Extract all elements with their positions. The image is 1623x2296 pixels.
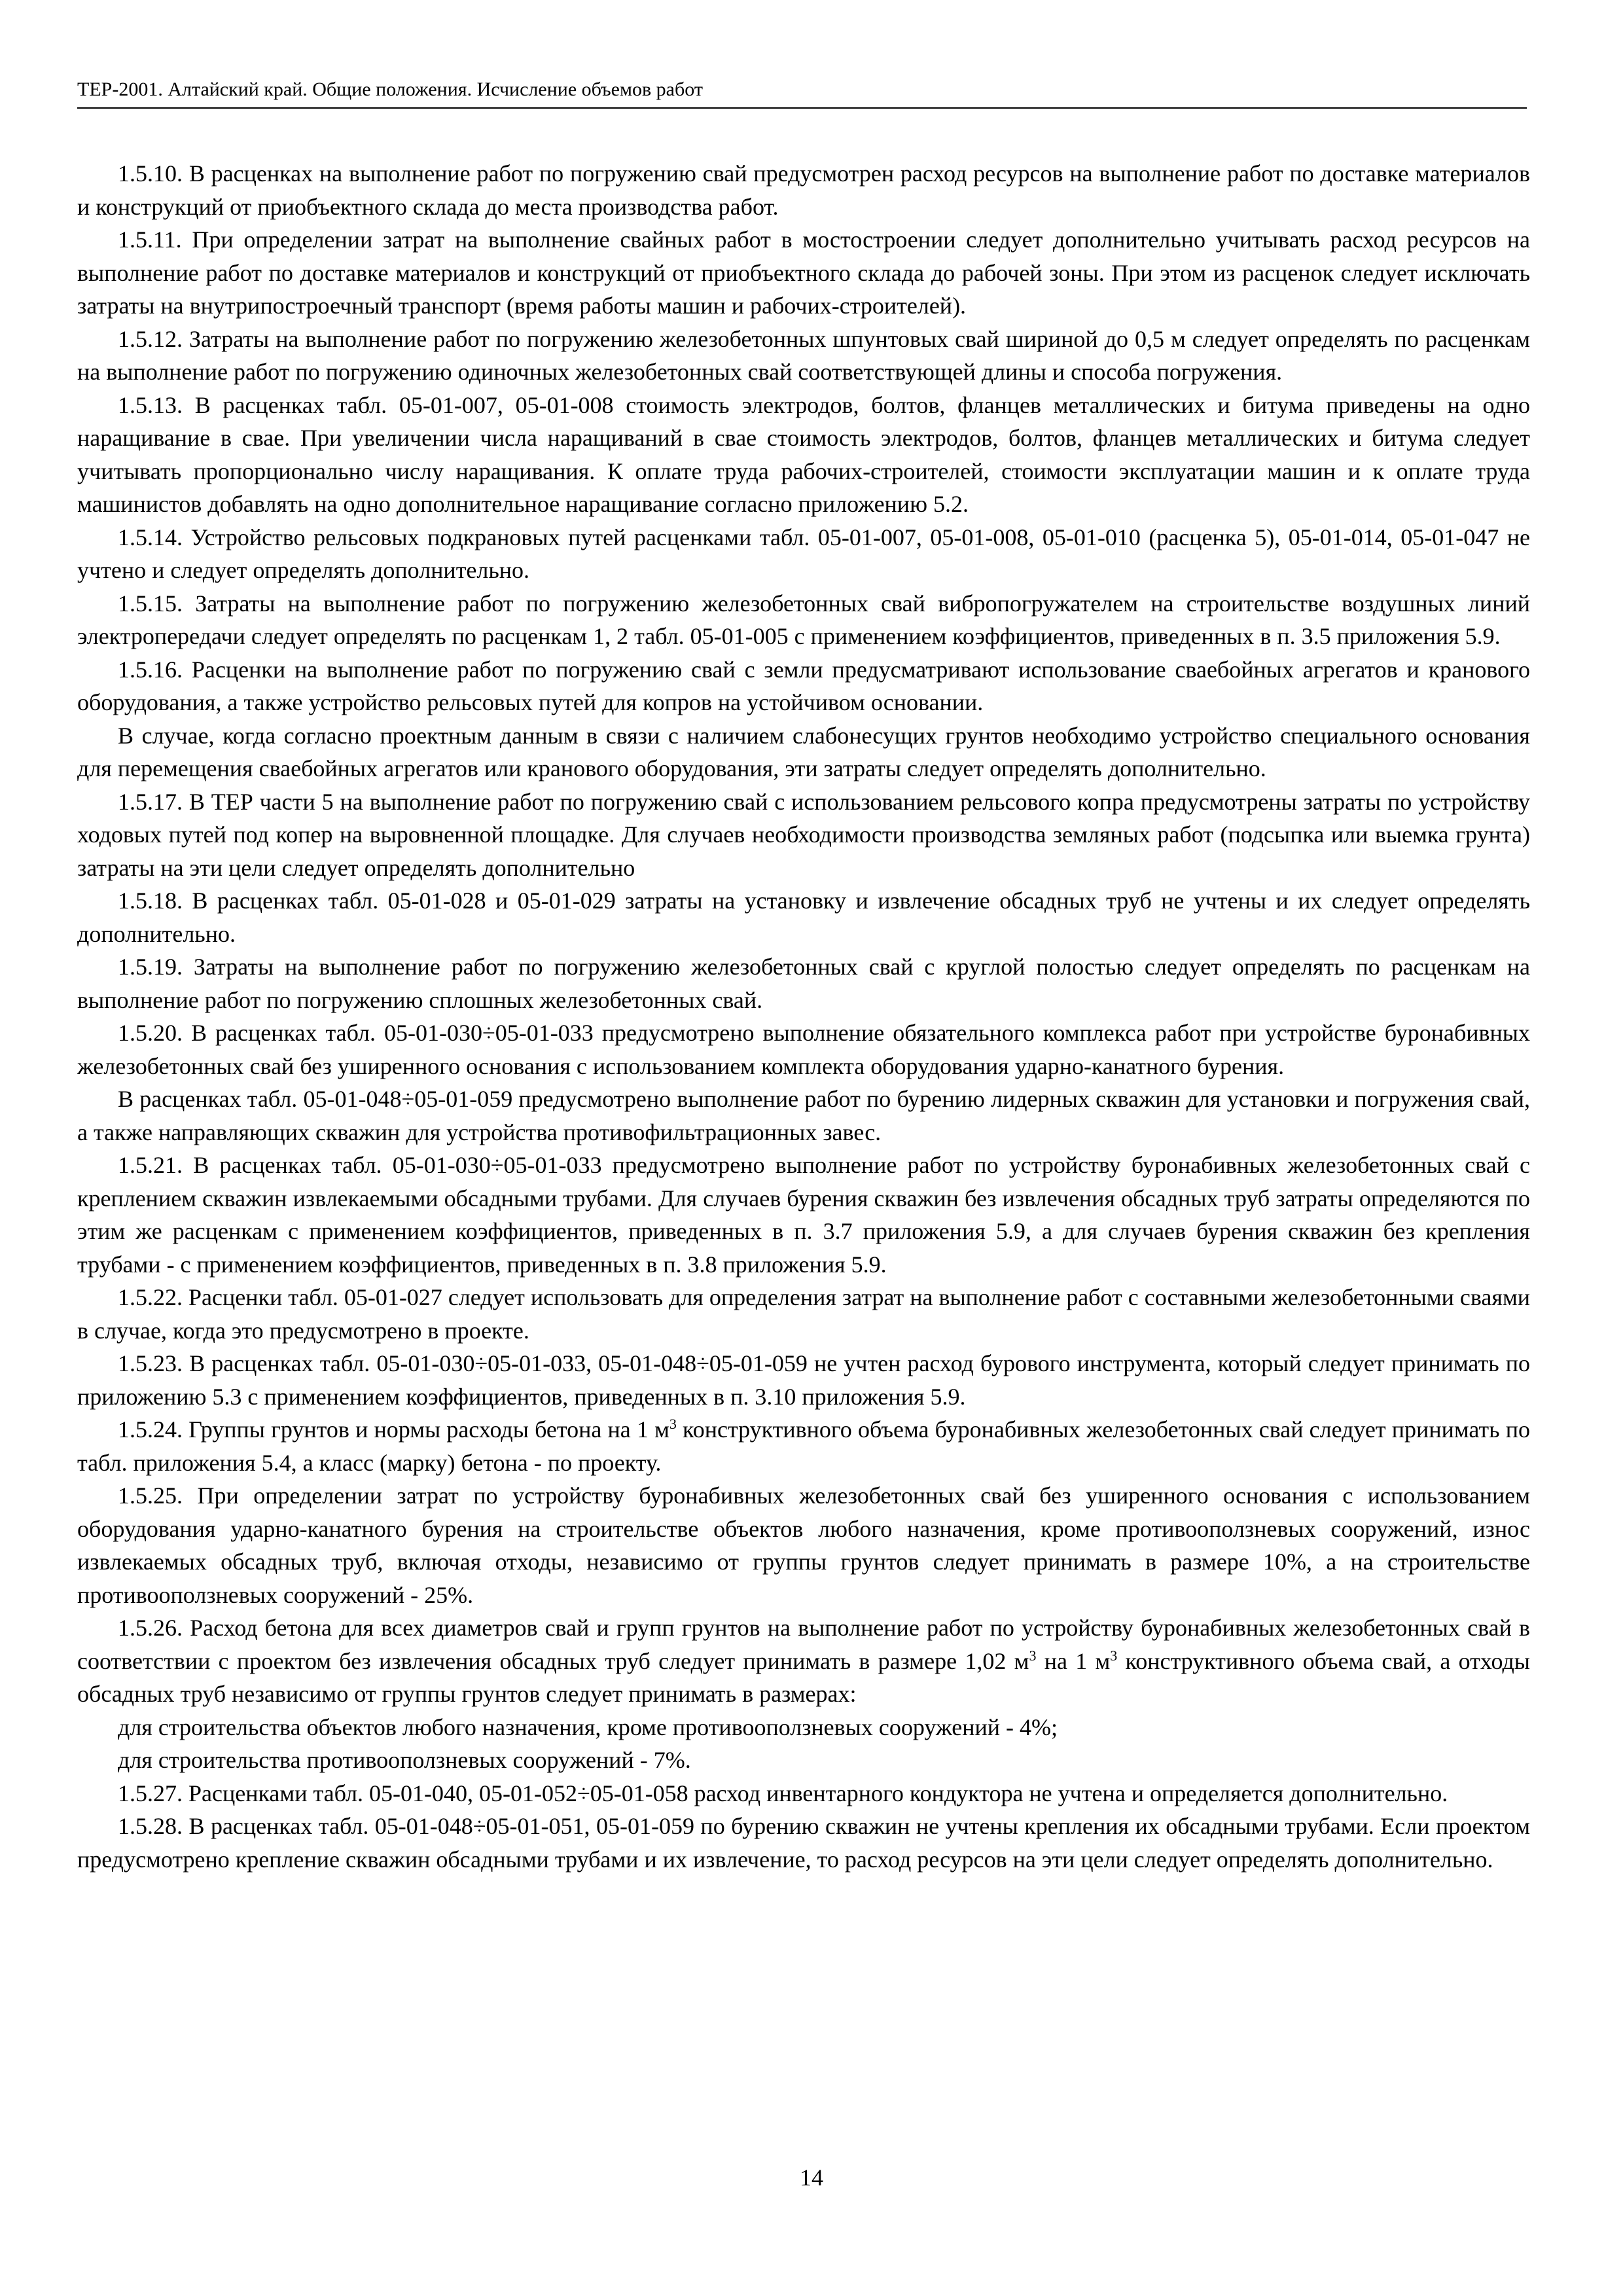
p1526-superscript-1: 3 [1029,1647,1037,1664]
paragraph-1-5-18: 1.5.18. В расценках табл. 05-01-028 и 05-01-029 затраты на установку и извлечение обсадных труб не учтены и их следует определять дополнительно. [77,888,1530,947]
paragraph-1-5-16-cont: В случае, когда согласно проектным данным в связи с наличием слабонесущих грунтов необходимо устройство специального основания для перемещения сваебойных агрегатов или кранового оборудования, эти затраты следует определять дополнительно. [77,722,1530,781]
p1526-text-2: на 1 м [1036,1647,1111,1674]
paragraph-1-5-20-cont: В расценках табл. 05-01-048÷05-01-059 предусмотрено выполнение работ по бурению лидерных скважин для установки и погружения свай, а также направляющих скважин для устройства противофильтрационных завес. [77,1086,1530,1145]
document-body [77,157,1530,1876]
paragraph-1-5-15: 1.5.15. Затраты на выполнение работ по погружению железобетонных свай вибропогружателем на строительстве воздушных линий электропередачи следует определять по расценкам 1, 2 табл. 05-01-005 с применением коэффициентов, приведенных в п. 3.5 приложения 5.9. [77,590,1530,649]
paragraph-1-5-10: 1.5.10. В расценках на выполнение работ по погружению свай предусмотрен расход ресурсов на выполнение работ по доставке материалов и конструкций от приобъектного склада до места производства работ. [77,160,1530,220]
paragraph-1-5-26 [77,1611,1530,1711]
paragraph-1-5-25: 1.5.25. При определении затрат по устройству буронабивных железобетонных свай без уширенного основания с использованием оборудования ударно-канатного бурения на строительстве объектов любого назначения, кроме противооползневых сооружений, износ извлекаемых обсадных труб, включая отходы, независимо от группы грунтов следует принимать в размере 10%, а на строительстве противооползневых сооружений - 25%. [77,1482,1530,1608]
paragraph-1-5-22: 1.5.22. Расценки табл. 05-01-027 следует использовать для определения затрат на выполнение работ с составными железобетонными сваями в случае, когда это предусмотрено в проекте. [77,1284,1530,1344]
paragraph-1-5-28: 1.5.28. В расценках табл. 05-01-048÷05-01-051, 05-01-059 по бурению скважин не учтены крепления их обсадными трубами. Если проектом предусмотрено крепление скважин обсадными трубами и их извлечение, то расход ресурсов на эти цели следует определять дополнительно. [77,1813,1530,1873]
paragraph-1-5-26-item-1: для строительства объектов любого назначения, кроме противооползневых сооружений - 4%; [118,1713,1058,1740]
paragraph-1-5-27: 1.5.27. Расценками табл. 05-01-040, 05-01-052÷05-01-058 расход инвентарного кондуктора не учтена и определяется дополнительно. [118,1780,1448,1806]
header-title: ТЕР-2001. Алтайский край. Общие положения. Исчисление объемов работ [77,79,703,100]
paragraph-1-5-17: 1.5.17. В ТЕР части 5 на выполнение работ по погружению свай с использованием рельсового копра предусмотрены затраты по устройству ходовых путей под копер на выровненной площадке. Для случаев необходимости производства земляных работ (подсыпка или выемка грунта) затраты на эти цели следует определять дополнительно [77,788,1530,881]
paragraph-1-5-24 [77,1413,1530,1479]
paragraph-1-5-14: 1.5.14. Устройство рельсовых подкрановых путей расценками табл. 05-01-007, 05-01-008, 05-01-010 (расценка 5), 05-01-014, 05-01-047 не учтено и следует определять дополнительно. [77,524,1530,583]
paragraph-1-5-20: 1.5.20. В расценках табл. 05-01-030÷05-01-033 предусмотрено выполнение обязательного комплекса работ при устройстве буронабивных железобетонных свай без уширенного основания с использованием комплекта оборудования ударно-канатного бурения. [77,1020,1530,1079]
paragraph-1-5-23: 1.5.23. В расценках табл. 05-01-030÷05-01-033, 05-01-048÷05-01-059 не учтен расход бурового инструмента, который следует принимать по приложению 5.3 с применением коэффициентов, приведенных в п. 3.10 приложения 5.9. [77,1350,1530,1410]
paragraph-1-5-11: 1.5.11. При определении затрат на выполнение свайных работ в мостостроении следует дополнительно учитывать расход ресурсов на выполнение работ по доставке материалов и конструкций от приобъектного склада до рабочей зоны. При этом из расценок следует исключать затраты на внутрипостроечный транспорт (время работы машин и рабочих-строителей). [77,226,1530,319]
paragraph-1-5-12: 1.5.12. Затраты на выполнение работ по погружению железобетонных шпунтовых свай шириной до 0,5 м следует определять по расценкам на выполнение работ по погружению одиночных железобетонных свай соответствующей длины и способа погружения. [77,325,1530,385]
p1526-text-3: конструктивного объема свай, а отходы обсадных труб независимо от группы грунтов следует принимать в размерах: [77,1647,1530,1707]
paragraph-1-5-26-item-2: для строительства противооползневых сооружений - 7%. [118,1747,691,1773]
paragraph-1-5-16: 1.5.16. Расценки на выполнение работ по погружению свай с земли предусматривают использование сваебойных агрегатов и кранового оборудования, а также устройство рельсовых путей для копров на устойчивом основании. [77,656,1530,715]
paragraph-1-5-13: 1.5.13. В расценках табл. 05-01-007, 05-01-008 стоимость электродов, болтов, фланцев металлических и битума приведены на одно наращивание в свае. При увеличении числа наращиваний в свае стоимость электродов, болтов, фланцев металлических и битума следует учитывать пропорционально числу наращивания. К оплате труда рабочих-строителей, стоимости эксплуатации машин и к оплате труда машинистов добавлять на одно дополнительное наращивание согласно приложению 5.2. [77,391,1530,517]
paragraph-1-5-21: 1.5.21. В расценках табл. 05-01-030÷05-01-033 предусмотрено выполнение работ по устройству буронабивных железобетонных свай с креплением скважин извлекаемыми обсадными трубами. Для случаев бурения скважин без извлечения обсадных труб затраты определяются по этим же расценкам с применением коэффициентов, приведенных в п. 3.7 приложения 5.9, а для случаев бурения скважин без крепления трубами - с применением коэффициентов, приведенных в п. 3.8 приложения 5.9. [77,1152,1530,1278]
paragraph-1-5-19: 1.5.19. Затраты на выполнение работ по погружению железобетонных свай с круглой полостью следует определять по расценкам на выполнение работ по погружению сплошных железобетонных свай. [77,954,1530,1013]
running-header [77,77,1527,109]
p1526-text-1: 1.5.26. Расход бетона для всех диаметров свай и групп грунтов на выполнение работ по устройству буронабивных железобетонных свай в соответствии с проектом без извлечения обсадных труб следует принимать в размере 1,02 м [77,1615,1530,1674]
p1524-superscript: 3 [669,1416,677,1432]
page-number: 14 [800,2164,823,2191]
p1524-text-2: конструктивного объема буронабивных железобетонных свай следует принимать по табл. приложения 5.4, а класс (марку) бетона - по проекту. [77,1416,1531,1476]
p1524-text-1: 1.5.24. Группы грунтов и нормы расходы бетона на 1 м [118,1416,669,1443]
p1526-superscript-2: 3 [1110,1647,1118,1664]
